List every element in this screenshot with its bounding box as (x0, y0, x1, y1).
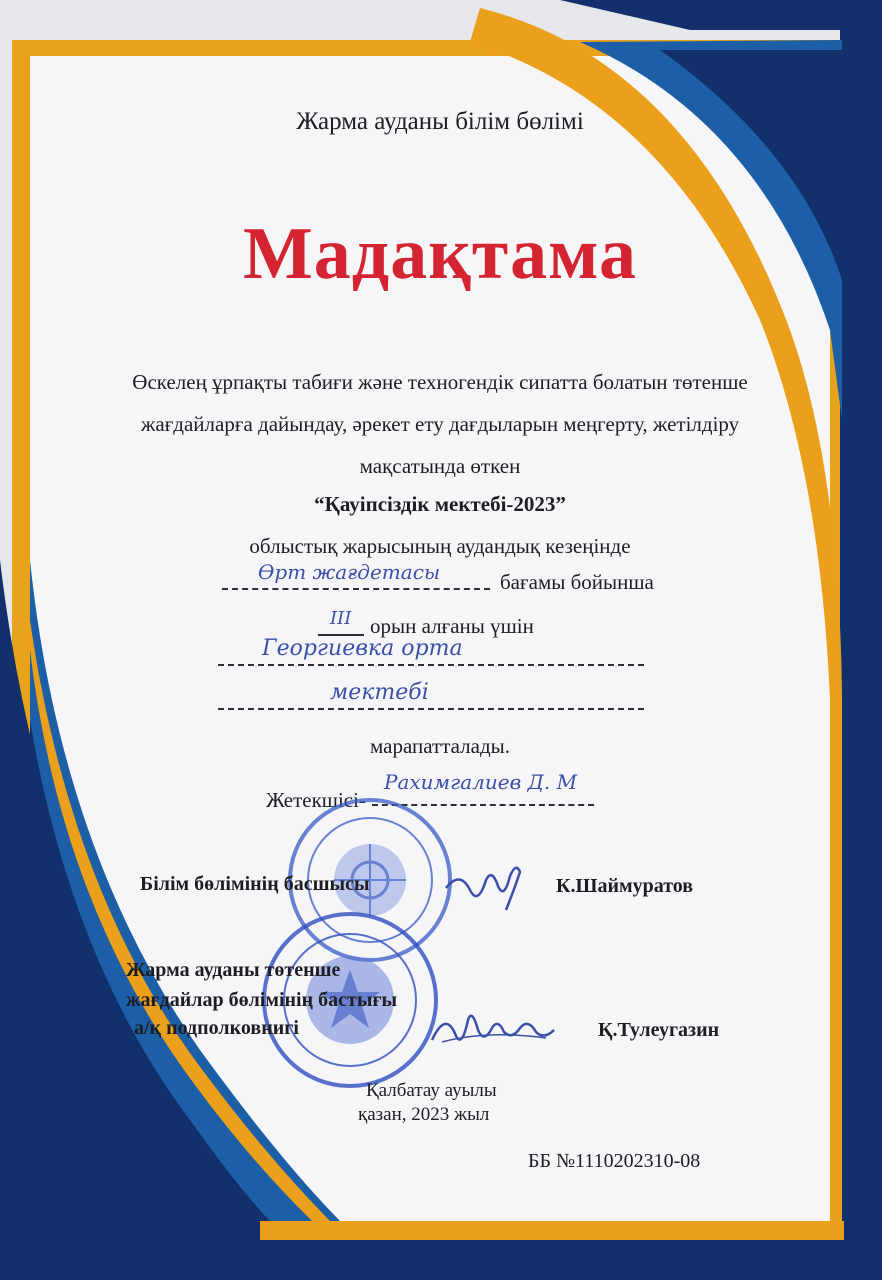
location: Қалбатау ауылы (366, 1080, 497, 1101)
competition-name: “Қауіпсіздік мектебі-2023” (314, 492, 566, 516)
leader-handwritten: Рахимгалиев Д. М (384, 770, 578, 794)
certificate-title: Мадақтама (242, 213, 638, 295)
signature-1 (440, 850, 530, 920)
category-suffix: бағамы бойынша (500, 570, 654, 594)
certificate-number: ББ №1110202310-08 (528, 1150, 701, 1172)
signatory-2-role-1: Жарма ауданы төтенше (126, 959, 341, 981)
issuer: Жарма ауданы білім бөлімі (296, 108, 584, 135)
signatory-1-role: Білім бөлімінің басшысы (140, 873, 370, 895)
signatory-2-role-2: жағдайлар бөлімінің бастығы (126, 989, 398, 1011)
place-suffix: орын алғаны үшін (370, 614, 534, 638)
leader-label: Жетекшісі- (266, 788, 366, 812)
category-handwritten: Өрт жағдетасы (258, 560, 441, 584)
school-handwritten-1: Георгиевка орта (262, 636, 463, 661)
signature-2 (428, 1000, 558, 1060)
body-line-2: жағдайларға дайындау, әрекет ету дағдыларын меңгерту, жетілдіру (140, 412, 740, 436)
body-line-4: облыстық жарысының аудандық кезеңінде (249, 534, 631, 558)
school-fill-line-2 (218, 686, 644, 710)
school-handwritten-2: мектебі (330, 680, 429, 705)
signatory-2-role-3: а/қ подполковнигі (134, 1017, 299, 1039)
body-line-1: Өскелең ұрпақты табиғи және техногендік сипатта болатын төтенше (132, 370, 748, 394)
signatory-1-name: К.Шаймуратов (556, 875, 694, 897)
body-line-3: мақсатында өткен (359, 454, 521, 478)
awarded-text: марапатталады. (370, 734, 510, 758)
date: қазан, 2023 жыл (358, 1104, 490, 1125)
signatory-2-name: Қ.Тулеугазин (598, 1019, 720, 1041)
place-handwritten: III (330, 608, 352, 629)
